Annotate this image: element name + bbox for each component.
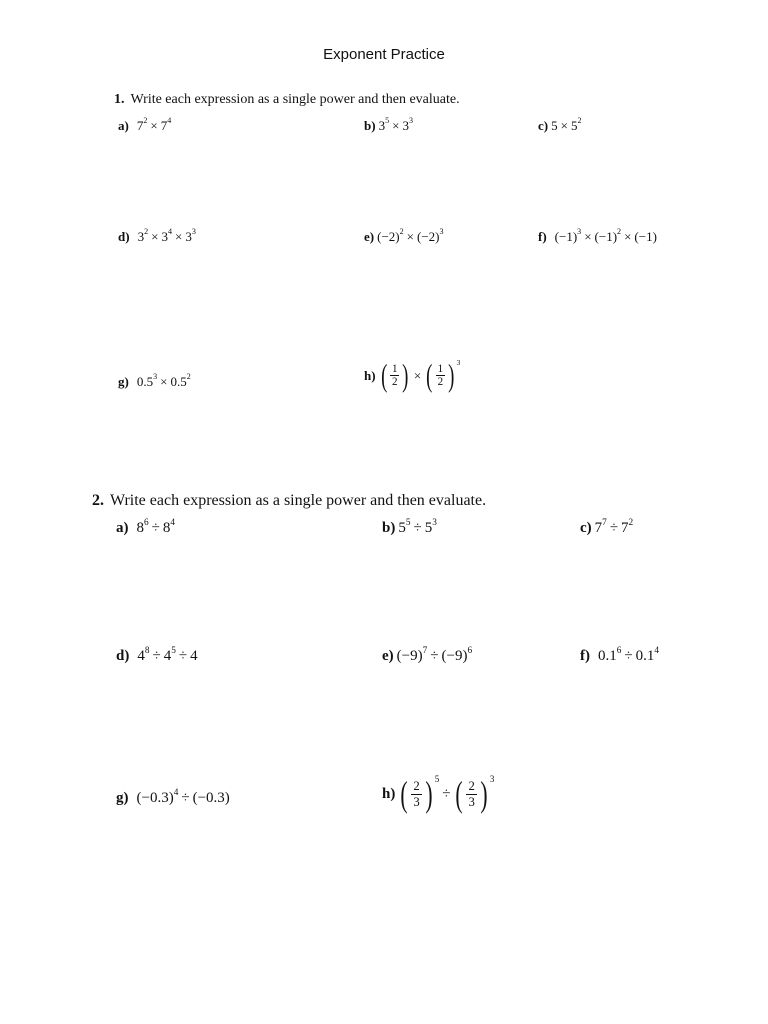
problem-1e: [364, 229, 444, 245]
expression-part: ×: [160, 374, 168, 389]
expression-part: 6: [467, 645, 473, 656]
expression-part: ÷: [181, 790, 190, 806]
expression-part: 3: [408, 116, 413, 126]
expression-part: 8: [162, 520, 171, 536]
expression-part: ×: [392, 118, 400, 133]
expression-part: ÷: [430, 648, 439, 664]
expression-part: 2: [577, 116, 582, 126]
expression-part: 0.1: [635, 648, 655, 664]
expression-part: 0.5: [170, 374, 187, 389]
problem-label: b): [364, 118, 376, 133]
expression-part: 0.1: [598, 648, 617, 664]
expression-part: 3: [432, 517, 437, 528]
expression-part: ÷: [624, 648, 633, 664]
expression-part: (: [400, 774, 408, 814]
problem-1g: [118, 374, 191, 390]
expression-part: 2: [413, 779, 420, 794]
expression-part: ): [425, 774, 433, 814]
problem-label: f): [538, 229, 547, 244]
expression-part: 3: [402, 118, 409, 133]
expression-part: 7: [594, 520, 603, 536]
expression-part: (−0.3): [136, 790, 174, 806]
problem-1f: [538, 229, 657, 245]
expression-part: ÷: [442, 785, 451, 802]
question-number: 1.: [114, 92, 125, 107]
expression-part: 4: [173, 787, 179, 798]
problem-2h: [382, 776, 494, 812]
expression-part: 3: [468, 794, 475, 809]
expression-part: (: [455, 774, 464, 814]
problem-2c: [580, 517, 634, 537]
problem-label: f): [580, 648, 590, 664]
expression-part: (−1): [554, 229, 578, 244]
expression-part: 4: [170, 517, 176, 528]
problem-label: e): [382, 648, 394, 664]
expression-part: 3: [161, 229, 168, 244]
problem-label: c): [580, 520, 592, 536]
problem-label: a): [118, 118, 129, 133]
problem-2e: [382, 645, 473, 665]
expression-part: ×: [413, 367, 422, 383]
expression-part: 0.5: [136, 374, 154, 389]
problem-label: d): [118, 229, 130, 244]
instruction-text: Write each expression as a single power and then evaluate.: [130, 92, 460, 107]
expression-part: (−0.3): [192, 790, 230, 806]
expression-part: 4: [167, 116, 172, 126]
expression-part: 3: [413, 794, 420, 809]
problem-1h: [364, 360, 460, 391]
problem-2f: [580, 645, 660, 665]
expression-part: 2: [186, 372, 191, 382]
expression-part: 7: [422, 645, 428, 656]
problem-label: a): [116, 520, 129, 536]
expression-part: 7: [136, 118, 144, 133]
expression-part: ÷: [178, 648, 188, 664]
expression-part: 4: [167, 227, 172, 237]
problem-1c: [538, 118, 581, 134]
expression-part: (−2): [416, 229, 440, 244]
expression-part: 6: [144, 517, 149, 528]
expression-part: 2: [437, 376, 444, 389]
expression-part: 3: [489, 774, 495, 784]
expression-part: ): [480, 774, 488, 814]
problem-label: h): [364, 367, 376, 383]
expression-part: ÷: [151, 520, 160, 536]
expression-part: 2: [399, 227, 404, 237]
expression-part: 5: [551, 118, 558, 133]
expression-part: ): [448, 358, 455, 393]
instruction-text: Write each expression as a single power and then evaluate.: [110, 492, 487, 509]
expression-part: 5: [434, 774, 440, 784]
expression-part: (−1): [594, 229, 618, 244]
expression-part: (−1): [634, 229, 657, 244]
problem-label: b): [382, 520, 396, 536]
problem-label: g): [116, 790, 129, 806]
expression-part: ÷: [152, 648, 161, 664]
expression-part: 3: [456, 358, 461, 367]
problem-label: c): [538, 118, 549, 133]
expression-part: 5: [171, 645, 176, 656]
expression-part: ×: [560, 118, 568, 133]
problem-label: e): [364, 229, 375, 244]
expression-part: (−9): [441, 648, 468, 664]
expression-part: ×: [151, 229, 159, 244]
expression-part: 3: [378, 118, 386, 133]
expression-part: 8: [136, 520, 144, 536]
expression-part: 3: [137, 229, 145, 244]
expression-part: 3: [153, 372, 158, 382]
expression-part: 4: [190, 648, 198, 664]
expression-part: 5: [570, 118, 578, 133]
problem-label: h): [382, 785, 396, 802]
expression-part: 3: [577, 227, 582, 237]
question-1-instruction: [114, 92, 460, 108]
problem-1d: [118, 229, 196, 245]
expression-part: ×: [174, 229, 183, 244]
expression-part: 2: [617, 227, 622, 237]
expression-part: ×: [584, 229, 592, 244]
page-title: Exponent Practice: [323, 46, 445, 63]
problem-label: g): [118, 374, 129, 389]
problem-2g: [116, 787, 230, 807]
expression-part: 6: [616, 645, 622, 656]
expression-part: ÷: [609, 520, 619, 536]
expression-part: 4: [137, 648, 145, 664]
expression-part: 8: [144, 645, 150, 656]
expression-part: (: [380, 358, 387, 393]
expression-part: 3: [185, 229, 192, 244]
expression-part: (: [426, 358, 433, 393]
expression-part: 1: [437, 362, 444, 375]
expression-part: 5: [385, 116, 390, 126]
problem-1a: [118, 118, 171, 134]
expression-part: ×: [406, 229, 414, 244]
problem-2b: [382, 517, 437, 537]
expression-part: 2: [144, 227, 149, 237]
expression-part: 3: [439, 227, 444, 237]
expression-part: 5: [398, 520, 406, 536]
expression-part: 2: [468, 779, 475, 794]
expression-part: ): [402, 358, 409, 393]
expression-part: 4: [163, 648, 172, 664]
expression-part: (−9): [396, 648, 423, 664]
problem-2a: [116, 517, 176, 537]
expression-part: ×: [624, 229, 632, 244]
expression-part: 2: [391, 376, 398, 389]
expression-part: (−2): [377, 229, 400, 244]
problem-1b: [364, 118, 413, 134]
expression-part: 7: [602, 517, 607, 528]
expression-part: 2: [628, 517, 634, 528]
expression-part: 4: [654, 645, 660, 656]
problem-2d: [116, 645, 198, 665]
expression-part: 5: [424, 520, 433, 536]
expression-part: 7: [160, 118, 168, 133]
expression-part: ÷: [413, 520, 422, 536]
problem-label: d): [116, 648, 130, 664]
expression-part: ×: [150, 118, 158, 133]
expression-part: 2: [143, 116, 148, 126]
expression-part: 5: [405, 517, 411, 528]
expression-part: 1: [391, 362, 398, 375]
expression-part: 7: [621, 520, 629, 536]
expression-part: 3: [191, 227, 196, 237]
question-number: 2.: [92, 492, 104, 509]
question-2-instruction: [92, 492, 486, 510]
